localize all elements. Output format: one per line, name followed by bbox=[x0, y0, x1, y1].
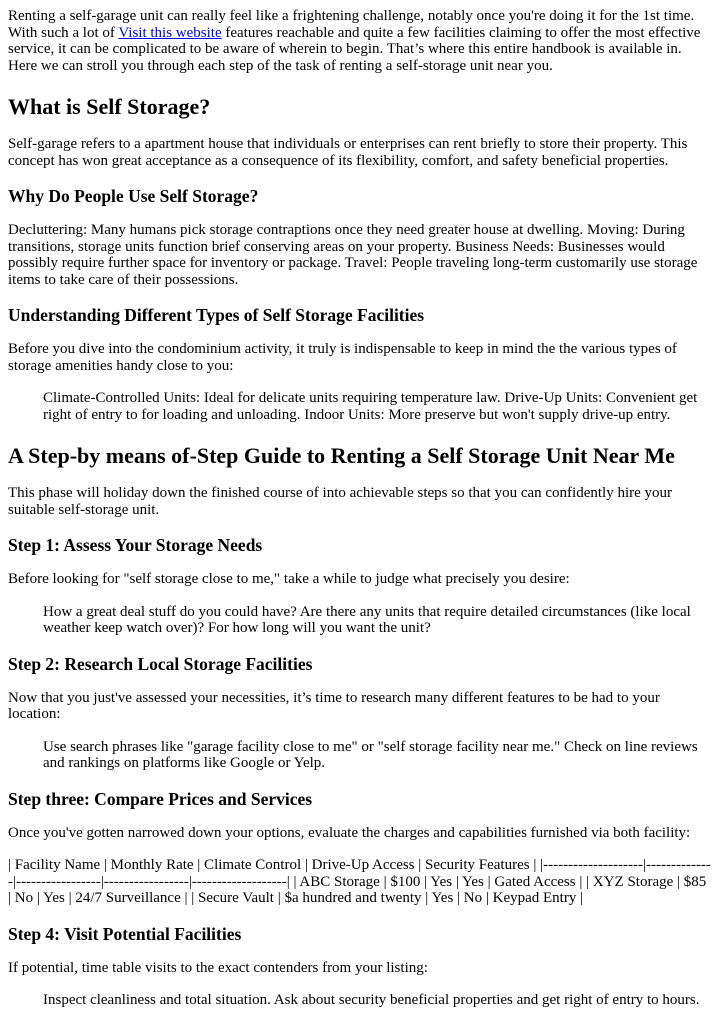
heading-types-of-facilities: Understanding Different Types of Self Storage Facilities bbox=[8, 305, 425, 325]
quote-step-4: Inspect cleanliness and total situation. Ask about security beneficial properties and get right of entry to hours. bbox=[43, 992, 700, 1008]
heading-why-use-self-storage: Why Do People Use Self Storage? bbox=[8, 186, 259, 206]
heading-step-2: Step 2: Research Local Storage Facilities bbox=[8, 653, 313, 674]
paragraph-step-by-step-guide: This phase will holiday down the finished course of into achievable steps so that you can confidently hire your suitable self-storage unit. bbox=[8, 485, 673, 518]
heading-step-4: Step 4: Visit Potential Facilities bbox=[8, 923, 242, 944]
paragraph-step-4: If potential, time table visits to the exact contenders from your listing: bbox=[8, 959, 428, 976]
heading-step-1: Step 1: Assess Your Storage Needs bbox=[8, 535, 263, 555]
paragraph-why-use-self-storage: Decluttering: Many humans pick storage contraptions once they need greater house at dwelling. Moving: During transitions, storage units function brief conserving areas on your property. Business Needs: Businesses would possibly require further space for inventory or package. Travel: People traveling long-term customarily use storage items to take care of their possessions. bbox=[8, 222, 698, 288]
paragraph-step-2: Now that you just've assessed your necessities, it’s time to research many different features to be had to your location: bbox=[8, 689, 660, 722]
visit-website-link[interactable]: Visit this website bbox=[118, 24, 222, 41]
intro-text-before-link: Renting a self-garage unit can really feel like a frightening challenge, notably once you're doing it for the 1st time. With such a lot of bbox=[8, 8, 695, 41]
quote-types-of-facilities: Climate-Controlled Units: Ideal for delicate units requiring temperature law. Drive-Up Units: Convenient get right of entry to for loading and unloading. Indoor Units: More preserve but won't supply drive-up entry. bbox=[43, 390, 698, 423]
quote-step-1: How a great deal stuff do you could have? Are there any units that require detailed circumstances (like local weather keep watch over)? For how long will you want the unit? bbox=[43, 603, 691, 636]
heading-what-is-self-storage: What is Self Storage? bbox=[8, 94, 211, 119]
paragraph-step-3: Once you've gotten narrowed down your options, evaluate the charges and capabilities furnished via both facility: bbox=[8, 824, 691, 841]
comparison-table-text: | Facility Name | Monthly Rate | Climate Control | Drive-Up Access | Security Features | |--------------------|--------------|-----------------|-----------------|-------------------| | ABC Storage | $100 | Yes | Yes | Gated Access | | XYZ Storage | $85 | No | Yes | 24/7 Surveillance | | Secure Vault | $a hundred and twenty | Yes | No | Keypad Entry | bbox=[8, 857, 711, 906]
paragraph-step-1: Before looking for "self storage close to me," take a while to judge what precisely you desire: bbox=[8, 571, 570, 587]
heading-step-3: Step three: Compare Prices and Services bbox=[8, 788, 313, 809]
quote-step-2: Use search phrases like "garage facility close to me" or "self storage facility near me." Check on line reviews and rankings on platforms like Google or Yelp. bbox=[43, 738, 698, 771]
paragraph-types-of-facilities: Before you dive into the condominium activity, it truly is indispensable to keep in mind the the various types of storage amenities handy close to you: bbox=[8, 341, 677, 374]
paragraph-what-is-self-storage: Self-garage refers to a apartment house that individuals or enterprises can rent briefly to store their property. This concept has won great acceptance as a consequence of its flexibility, comfort, and safety beneficial properties. bbox=[8, 136, 688, 169]
article bbox=[0, 8, 720, 1009]
heading-step-by-step-guide: A Step-by means of-Step Guide to Renting a Self Storage Unit Near Me bbox=[8, 443, 675, 468]
intro-paragraph bbox=[8, 8, 712, 74]
intro-text-after-link: features reachable and quite a few facilities claiming to offer the most effective service, it can be complicated to be aware of wherein to begin. That’s where this entire handbook is available in. Here we can stroll you through each step of the task of renting a self-storage unit near you. bbox=[8, 24, 701, 74]
